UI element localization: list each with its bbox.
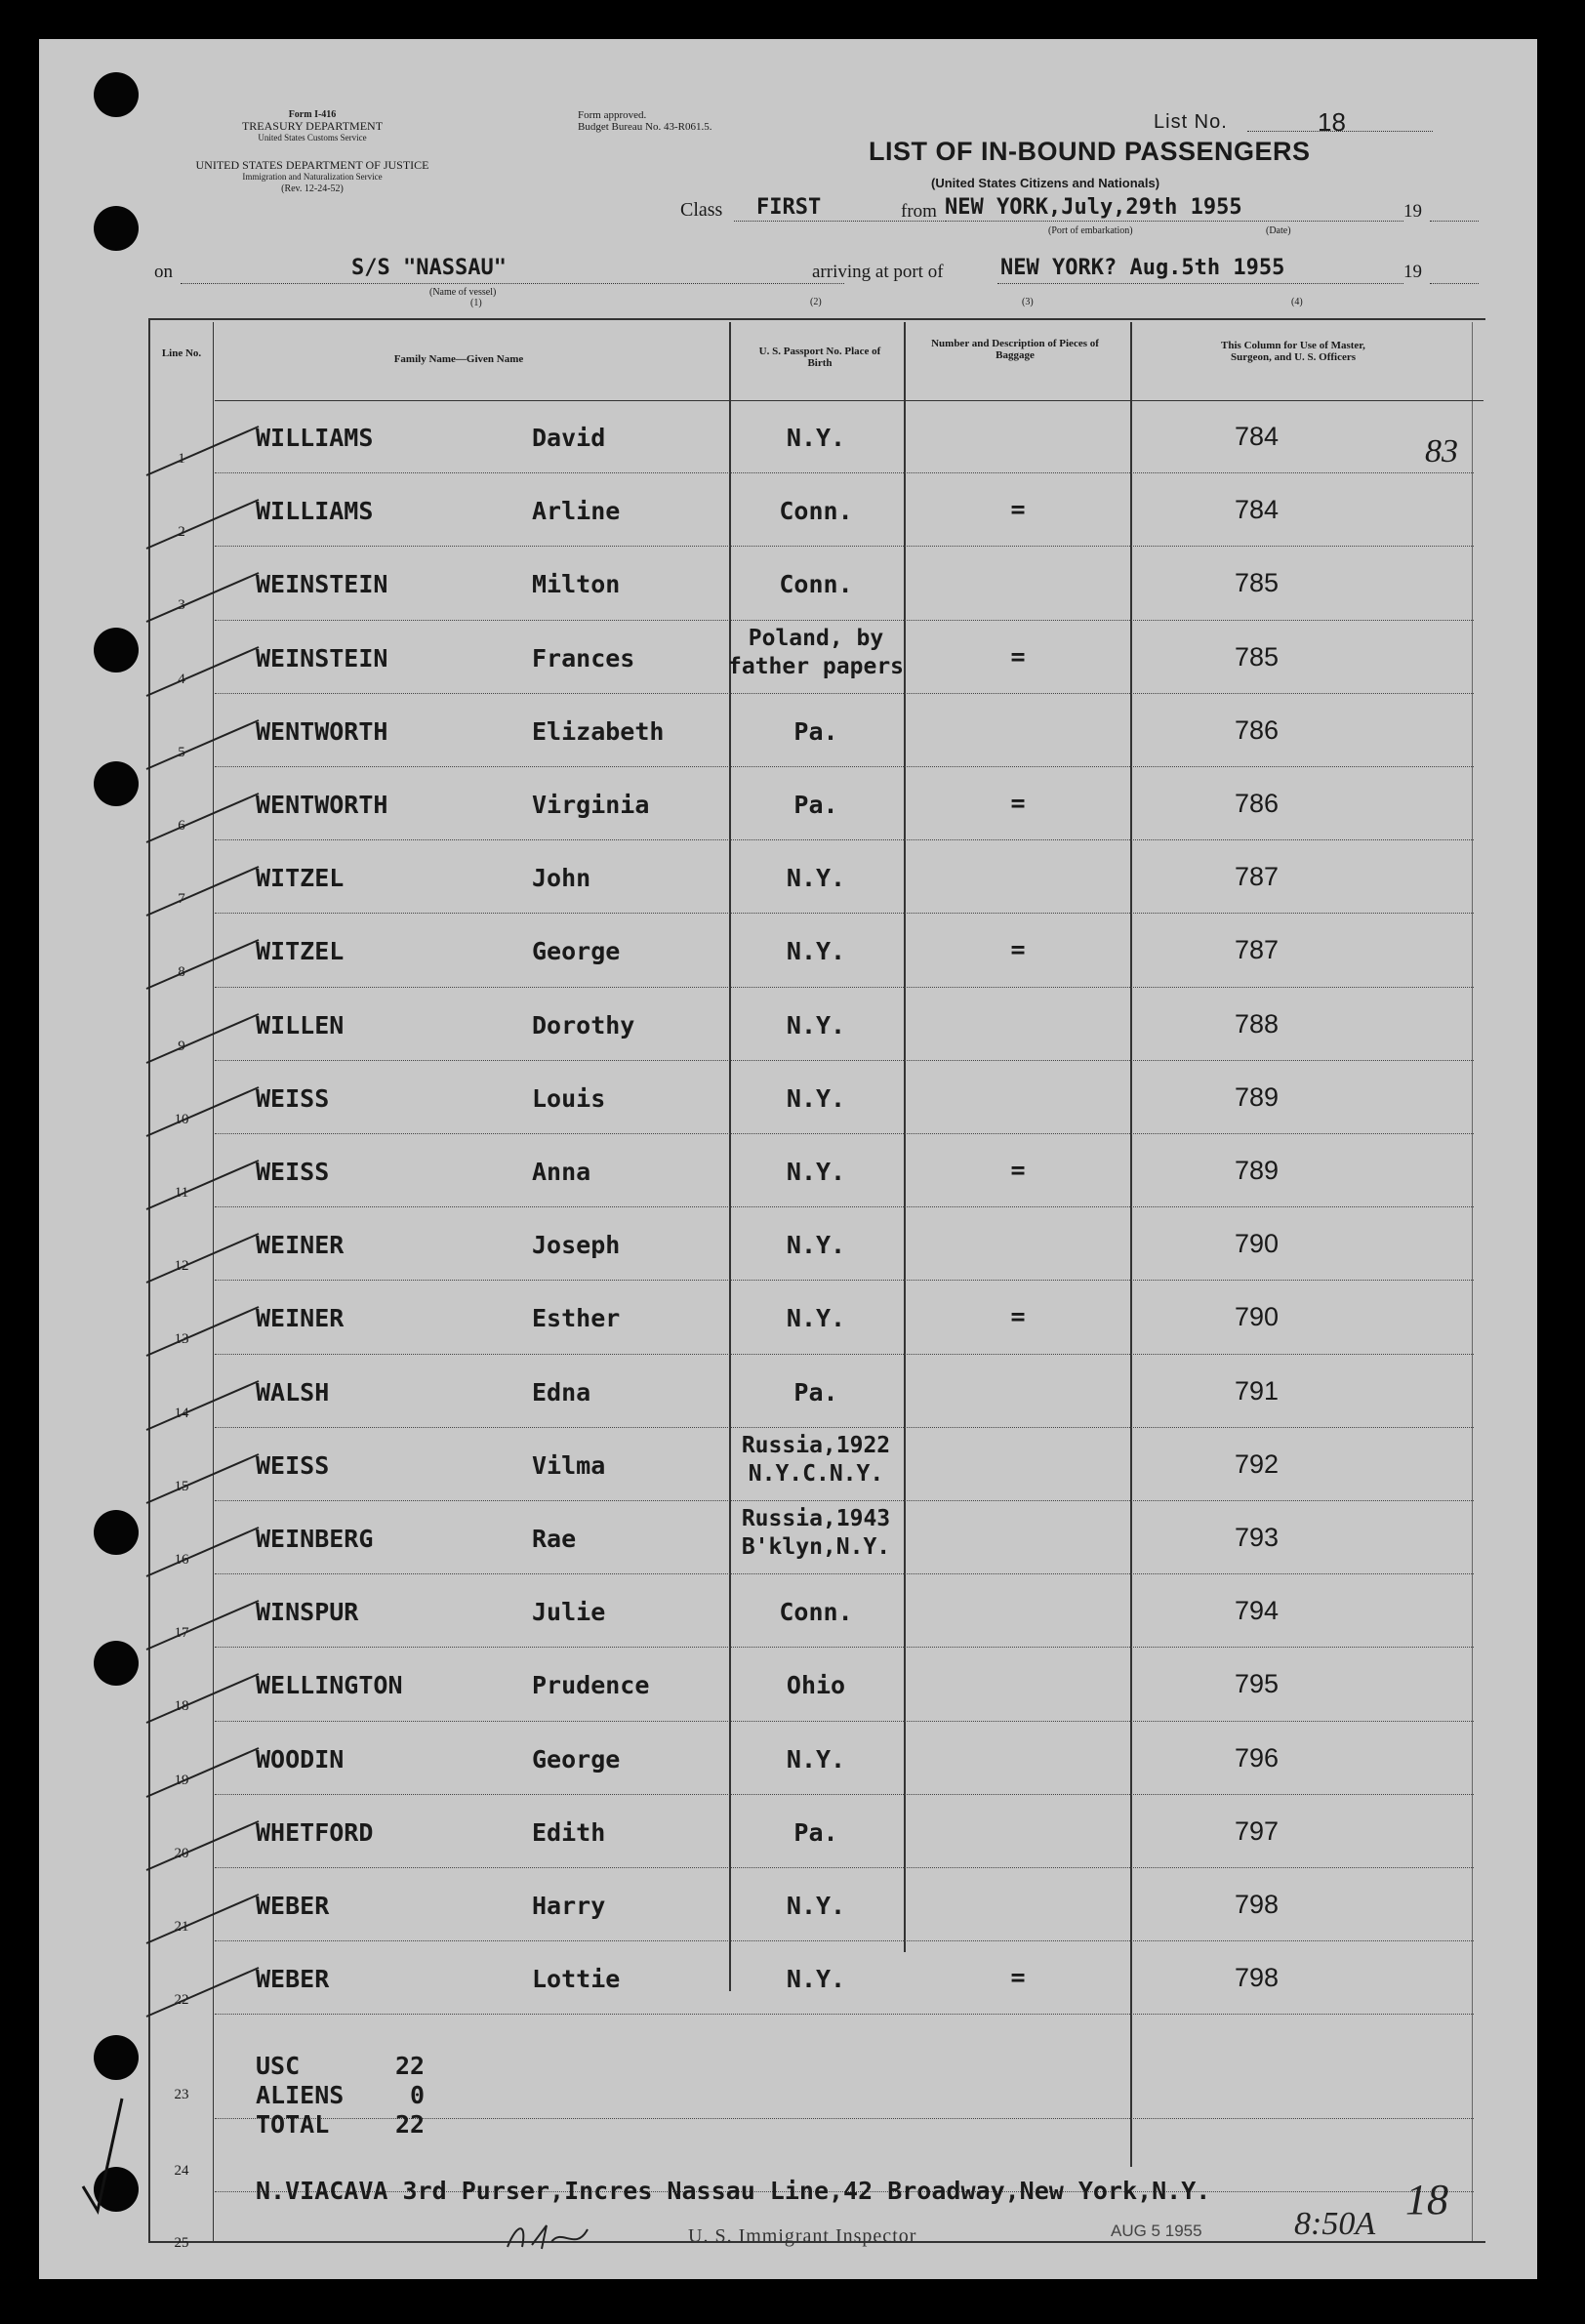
officer-number: 791	[1235, 1375, 1280, 1406]
check-stroke	[137, 1890, 264, 1948]
given-name: Julie	[532, 1598, 606, 1627]
header-col4: (4)	[1291, 297, 1303, 307]
line-number: 20	[174, 1845, 189, 1861]
arriving-value: NEW YORK? Aug.5th 1955	[1000, 256, 1285, 280]
place-of-birth: N.Y.	[786, 1231, 846, 1260]
given-name: Joseph	[532, 1231, 621, 1260]
table-row	[39, 473, 1537, 547]
table-row	[39, 1061, 1537, 1134]
year-line-2	[1430, 283, 1479, 284]
table-row	[39, 767, 1537, 840]
line-number: 5	[178, 744, 185, 760]
baggage-count: =	[1010, 641, 1026, 671]
form-approved: Form approved.	[578, 109, 647, 121]
officer-number: 784	[1235, 495, 1280, 525]
given-name: Edna	[532, 1377, 591, 1407]
check-stroke	[137, 642, 264, 701]
given-name: Anna	[532, 1158, 591, 1186]
table-row	[39, 1868, 1537, 1941]
check-stroke	[137, 1229, 264, 1287]
officer-number: 789	[1235, 1156, 1280, 1185]
line-number: 11	[174, 1185, 189, 1201]
from-label: from	[901, 201, 937, 222]
class-value: FIRST	[756, 195, 822, 220]
line-number: 4	[178, 671, 185, 687]
family-name: WILLIAMS	[256, 497, 374, 526]
table-top-border	[148, 318, 1485, 320]
officer-number: 796	[1235, 1742, 1280, 1773]
header-name: Family Name—Given Name	[393, 353, 524, 365]
officer-number: 792	[1235, 1448, 1280, 1479]
officer-number: 798	[1235, 1890, 1280, 1919]
punch-hole	[94, 72, 139, 117]
officer-number: 787	[1235, 935, 1280, 965]
check-stroke	[137, 1963, 264, 2021]
line-number: 22	[174, 1992, 189, 2009]
treasury-dept: TREASURY DEPARTMENT	[241, 119, 384, 133]
inspector-signature	[498, 2218, 595, 2257]
officer-number: 798	[1235, 1963, 1280, 1993]
check-stroke	[137, 1302, 264, 1361]
class-label: Class	[680, 199, 723, 221]
check-stroke	[137, 1449, 264, 1508]
officer-number: 790	[1235, 1302, 1280, 1332]
family-name: WEINSTEIN	[256, 643, 388, 673]
family-name: WALSH	[256, 1377, 330, 1407]
from-value: NEW YORK,July,29th 1955	[945, 195, 1242, 220]
officer-number: 790	[1235, 1229, 1280, 1259]
check-stroke	[137, 1523, 264, 1581]
line-number: 9	[178, 1038, 185, 1054]
family-name: WITZEL	[256, 864, 345, 893]
family-name: WOODIN	[256, 1744, 345, 1774]
total-value: 22	[395, 2110, 426, 2139]
place-of-birth: Conn.	[779, 1598, 853, 1627]
stamp-date: AUG 5 1955	[1111, 2222, 1202, 2240]
header-col2: (2)	[810, 297, 822, 307]
family-name: WENTWORTH	[256, 716, 388, 746]
place-of-birth: Ohio	[786, 1671, 846, 1700]
officer-number: 786	[1235, 789, 1280, 818]
officer-number: 793	[1235, 1523, 1280, 1552]
given-name: Rae	[532, 1525, 577, 1553]
place-of-birth: N.Y.	[786, 424, 846, 452]
check-stroke	[137, 935, 264, 994]
customs-service: United States Customs Service	[258, 133, 367, 143]
margin-note: 83	[1425, 433, 1458, 469]
line-number: 18	[174, 1698, 189, 1715]
line-number: 15	[174, 1478, 189, 1494]
family-name: WEINER	[256, 1231, 345, 1260]
aliens-value: 0	[410, 2081, 426, 2109]
given-name: Frances	[532, 643, 635, 673]
officer-number: 788	[1235, 1008, 1280, 1039]
place-of-birth: Russia,1922 N.Y.C.N.Y.	[741, 1432, 891, 1487]
check-stroke	[137, 422, 264, 480]
family-name: WEISS	[256, 1158, 330, 1186]
line-number: 12	[174, 1258, 189, 1275]
ins-service: Immigration and Naturalization Service	[242, 172, 383, 182]
place-of-birth: N.Y.	[786, 1083, 846, 1113]
line-number: 23	[174, 2087, 189, 2102]
vessel-line	[181, 283, 844, 284]
line-number: 10	[174, 1111, 189, 1127]
place-of-birth: Conn.	[779, 497, 853, 526]
officer-number: 789	[1235, 1081, 1280, 1112]
year-suffix-2: 19	[1403, 262, 1422, 282]
family-name: WEISS	[256, 1083, 330, 1113]
table-row	[39, 1722, 1537, 1795]
family-name: WELLINGTON	[256, 1671, 403, 1700]
baggage-count: =	[1010, 1302, 1026, 1331]
place-of-birth: N.Y.	[786, 1158, 846, 1186]
place-of-birth: N.Y.	[786, 1892, 846, 1920]
table-row	[39, 1501, 1537, 1574]
row-rule	[215, 2014, 1474, 2015]
family-name: WHETFORD	[256, 1817, 374, 1847]
table-row	[39, 1355, 1537, 1428]
check-stroke	[137, 715, 264, 774]
table-row	[39, 694, 1537, 767]
date-label: (Date)	[1266, 225, 1291, 236]
check-stroke	[137, 1669, 264, 1728]
check-stroke	[137, 789, 264, 847]
line-number: 2	[178, 524, 185, 541]
baggage-count: =	[1010, 1156, 1026, 1184]
family-name: WEISS	[256, 1450, 330, 1480]
list-no-value: 18	[1318, 107, 1346, 137]
baggage-count: =	[1010, 789, 1026, 817]
given-name: George	[532, 1744, 621, 1774]
check-stroke	[137, 1156, 264, 1214]
page-title: LIST OF IN-BOUND PASSENGERS	[869, 137, 1311, 166]
officer-number: 797	[1235, 1815, 1280, 1846]
year-line	[1430, 221, 1479, 222]
family-name: WEINER	[256, 1304, 345, 1333]
manifest-sheet	[39, 39, 1537, 2279]
given-name: Elizabeth	[532, 716, 665, 746]
family-name: WENTWORTH	[256, 791, 388, 819]
given-name: Vilma	[532, 1450, 606, 1480]
punch-hole	[94, 2035, 139, 2080]
place-of-birth: Pa.	[793, 791, 838, 819]
vessel-name: S/S "NASSAU"	[351, 256, 507, 280]
given-name: George	[532, 937, 621, 966]
total-label: TOTAL	[256, 2110, 330, 2139]
line-number: 14	[174, 1405, 189, 1421]
header-line-no: Line No.	[161, 347, 202, 359]
place-of-birth: N.Y.	[786, 1965, 846, 1994]
given-name: Harry	[532, 1892, 606, 1920]
table-row	[39, 1941, 1537, 2015]
officer-number: 787	[1235, 862, 1280, 892]
line-number: 6	[178, 818, 185, 834]
check-stroke	[137, 1816, 264, 1875]
check-stroke	[137, 495, 264, 553]
place-of-birth: N.Y.	[786, 1304, 846, 1333]
line-number: 25	[174, 2235, 189, 2251]
officer-number: 785	[1235, 641, 1280, 672]
revision-date: (Rev. 12-24-52)	[281, 183, 344, 194]
given-name: Milton	[532, 570, 621, 599]
header-baggage: Number and Description of Pieces of Baggage	[931, 338, 1099, 361]
header-officers: This Column for Use of Master, Surgeon, and U. S. Officers	[1221, 340, 1365, 363]
given-name: Prudence	[532, 1671, 650, 1700]
place-of-birth: N.Y.	[786, 937, 846, 966]
place-of-birth: Pa.	[793, 716, 838, 746]
place-of-birth: Poland, by father papers	[728, 625, 905, 679]
table-row	[39, 400, 1537, 473]
family-name: WEINSTEIN	[256, 570, 388, 599]
place-of-birth: Pa.	[793, 1817, 838, 1847]
check-stroke	[137, 1009, 264, 1068]
officer-number: 794	[1235, 1596, 1280, 1626]
year-suffix: 19	[1403, 201, 1422, 222]
place-of-birth: Pa.	[793, 1377, 838, 1407]
usc-label: USC	[256, 2052, 301, 2080]
arriving-label: arriving at port of	[812, 262, 944, 282]
given-name: Lottie	[532, 1965, 621, 1994]
page-subtitle: (United States Citizens and Nationals)	[931, 176, 1160, 190]
baggage-count: =	[1010, 935, 1026, 964]
family-name: WILLIAMS	[256, 424, 374, 452]
family-name: WINSPUR	[256, 1598, 359, 1627]
officer-number: 785	[1235, 568, 1280, 598]
family-name: WITZEL	[256, 937, 345, 966]
place-of-birth: N.Y.	[786, 864, 846, 893]
from-line	[945, 221, 1403, 222]
form-number: Form I-416	[288, 109, 337, 120]
table-row	[39, 1428, 1537, 1501]
line-number: 3	[178, 597, 185, 614]
punch-hole	[94, 206, 139, 251]
table-row	[39, 621, 1537, 694]
place-of-birth: Russia,1943 B'klyn,N.Y.	[741, 1506, 891, 1560]
line-number: 7	[178, 891, 185, 908]
line-number: 24	[174, 2163, 189, 2179]
place-of-birth: Conn.	[779, 570, 853, 599]
table-row	[39, 1795, 1537, 1868]
family-name: WEINBERG	[256, 1525, 374, 1553]
place-of-birth: N.Y.	[786, 1744, 846, 1774]
header-passport: U. S. Passport No. Place of Birth	[758, 346, 881, 369]
line-number: 16	[174, 1552, 189, 1568]
check-stroke	[137, 1743, 264, 1802]
port-embark-label: (Port of embarkation)	[1048, 225, 1133, 236]
table-row	[39, 840, 1537, 914]
margin-check-mark	[78, 2089, 127, 2216]
given-name: Arline	[532, 497, 621, 526]
check-stroke	[137, 1082, 264, 1141]
baggage-count: =	[1010, 495, 1026, 524]
stamp-time: 8:50A	[1294, 2206, 1376, 2242]
aliens-label: ALIENS	[256, 2081, 345, 2109]
header-col3: (3)	[1022, 297, 1034, 307]
officer-number: 795	[1235, 1669, 1280, 1699]
budget-bureau: Budget Bureau No. 43-R061.5.	[578, 121, 712, 133]
given-name: John	[532, 864, 591, 893]
check-stroke	[137, 568, 264, 627]
table-row	[39, 1207, 1537, 1281]
list-no-label: List No.	[1154, 111, 1228, 133]
line-number: 19	[174, 1772, 189, 1788]
check-stroke	[137, 1596, 264, 1654]
line-number: 8	[178, 964, 185, 981]
line-number: 21	[174, 1919, 189, 1935]
officer-number: 784	[1235, 422, 1280, 451]
table-row	[39, 988, 1537, 1061]
table-row	[39, 1648, 1537, 1721]
given-name: David	[532, 424, 606, 452]
family-name: WEBER	[256, 1965, 330, 1994]
given-name: Virginia	[532, 791, 650, 819]
baggage-count: =	[1010, 1963, 1026, 1992]
usc-value: 22	[395, 2052, 426, 2080]
line-number: 17	[174, 1625, 189, 1642]
given-name: Edith	[532, 1817, 606, 1847]
arriving-line	[997, 283, 1403, 284]
table-row	[39, 547, 1537, 620]
family-name: WEBER	[256, 1892, 330, 1920]
on-label: on	[154, 262, 173, 282]
table-row	[39, 1281, 1537, 1354]
table-row	[39, 1134, 1537, 1207]
purser-line: N.VIACAVA 3rd Purser,Incres Nassau Line,42 Broadway,New York,N.Y.	[256, 2177, 1211, 2205]
vessel-label: (Name of vessel)	[429, 287, 497, 298]
family-name: WILLEN	[256, 1010, 345, 1040]
table-row	[39, 914, 1537, 987]
line-number: 1	[178, 451, 185, 467]
place-of-birth: N.Y.	[786, 1010, 846, 1040]
officer-number: 786	[1235, 714, 1280, 745]
justice-dept: UNITED STATES DEPARTMENT OF JUSTICE	[195, 158, 429, 172]
given-name: Esther	[532, 1304, 621, 1333]
line-number: 13	[174, 1331, 189, 1348]
table-row	[39, 1574, 1537, 1648]
col1-label: (1)	[470, 298, 482, 308]
given-name: Louis	[532, 1083, 606, 1113]
inspector-label: U. S. Immigrant Inspector	[688, 2225, 917, 2247]
given-name: Dorothy	[532, 1010, 635, 1040]
check-stroke	[137, 1376, 264, 1435]
corner-mark: 18	[1405, 2176, 1448, 2223]
check-stroke	[137, 862, 264, 920]
